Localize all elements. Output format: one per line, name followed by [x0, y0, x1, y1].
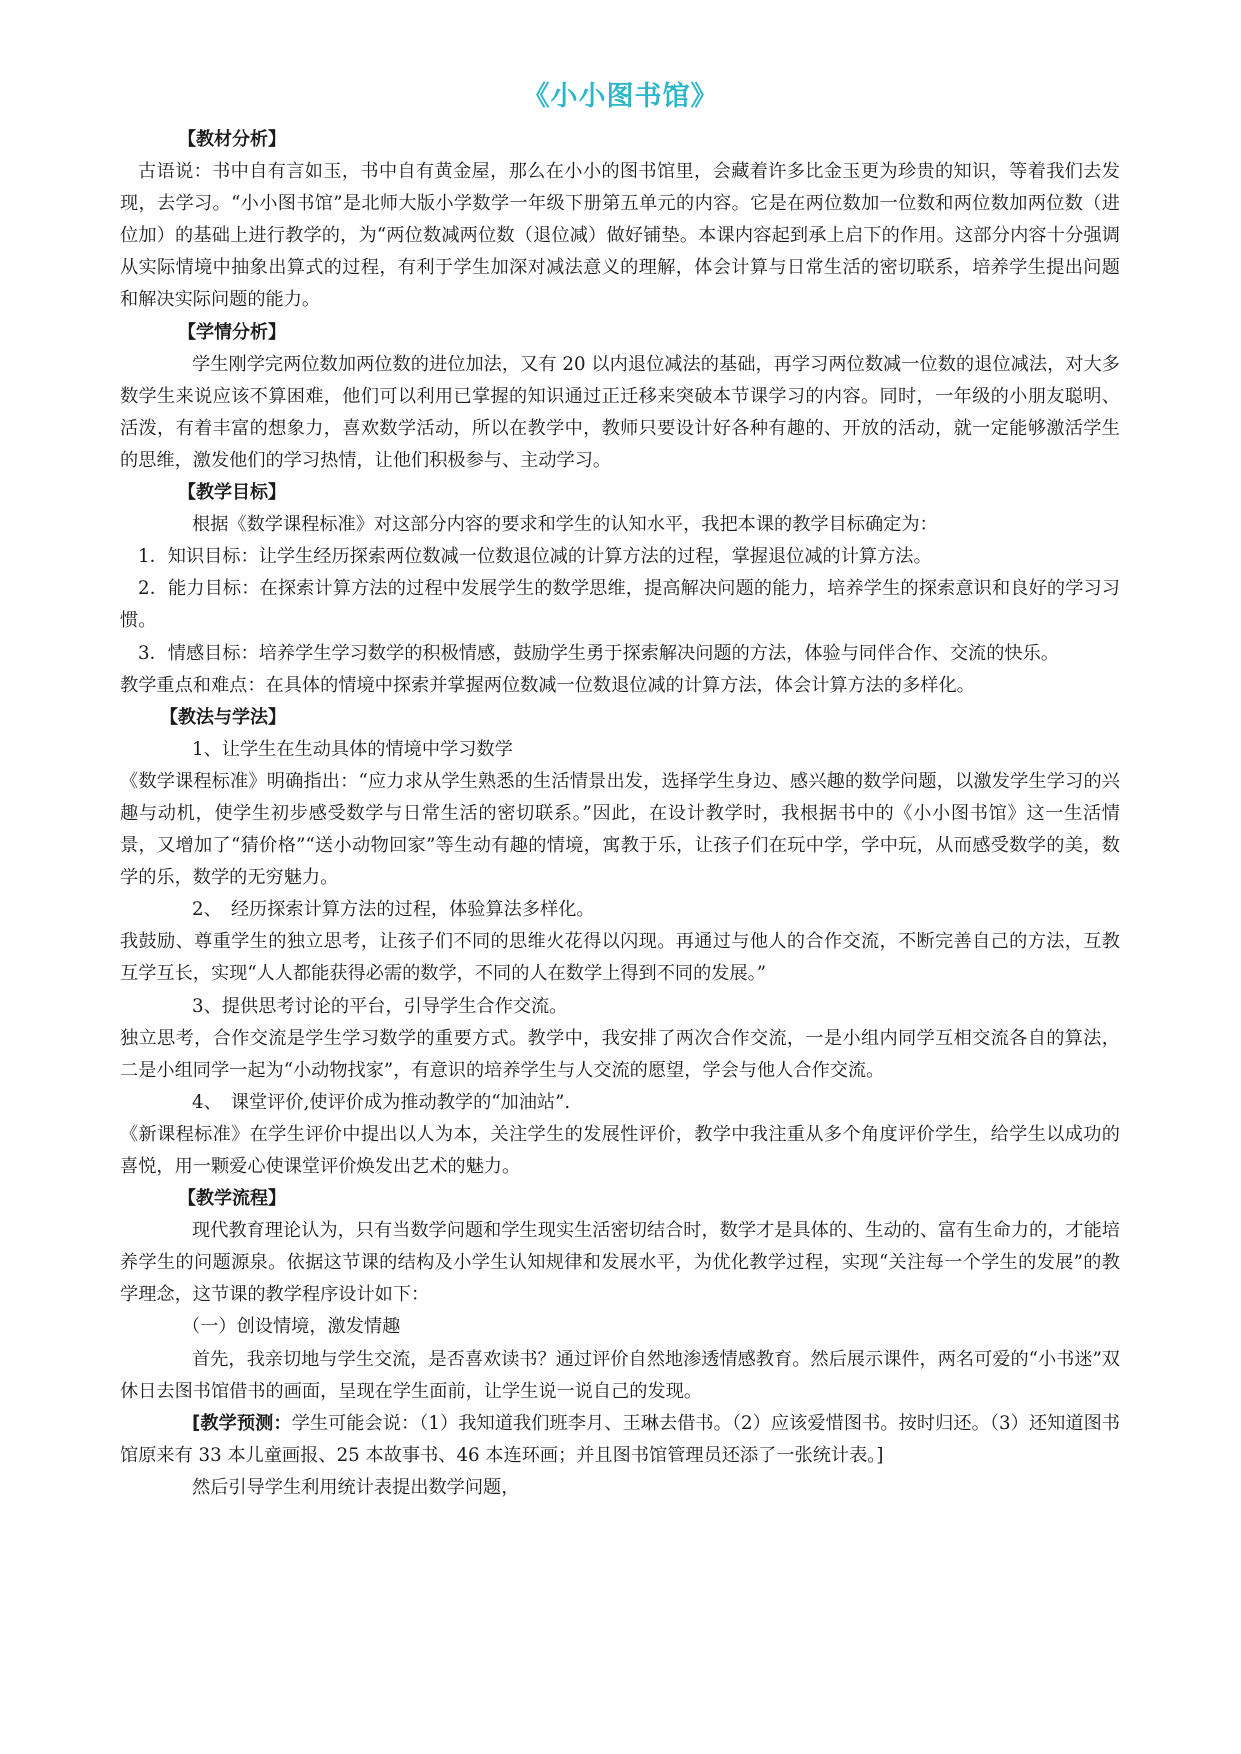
heading-goals: 【教学目标】: [178, 482, 286, 504]
method-title-1: 1、让学生在生动具体的情境中学习数学: [192, 738, 513, 760]
method-title-3: 3、提供思考讨论的平台，引导学生合作交流。: [192, 995, 568, 1017]
method-title-2: 2、 经历探索计算方法的过程，体验算法多样化。: [192, 899, 595, 921]
document-title: 《小小图书馆》: [522, 81, 719, 112]
method-text-4: 《新课程标准》在学生评价中提出以人为本，关注学生的发展性评价，教学中我注重从多个角度评价学生，给学生以成功的喜悦，用一颗爱心使课堂评价焕发出艺术的魅力。: [120, 1123, 1120, 1177]
heading-analysis: 【教材分析】: [178, 129, 286, 150]
prediction-text: 学生可能会说：（1）我知道我们班李月、王琳去借书。（2）应该爱惜图书。按时归还。（3）还知道图书馆原来有 33 本儿童画报、25 本故事书、46 本连环画；并且图书馆管理员还添了一张统计表。]: [120, 1412, 1120, 1466]
paragraph-prediction: [120, 1408, 1120, 1472]
heading-methods: 【教法与学法】: [160, 706, 286, 728]
method-title-4: 4、 课堂评价,使评价成为推动教学的“加油站”.: [192, 1091, 571, 1113]
paragraph-goals-intro: 根据《数学课程标准》对这部分内容的要求和学生的认知水平，我把本课的教学目标确定为：: [192, 514, 938, 536]
goal-item-knowledge: 1．知识目标：让学生经历探索两位数减一位数退位减的计算方法的过程，掌握退位减的计算方法。: [138, 546, 932, 568]
heading-students: 【学情分析】: [178, 321, 286, 343]
document-body: [120, 124, 1120, 1504]
process-step-1: （一）创设情境，激发情趣: [182, 1316, 401, 1338]
method-text-3: 独立思考，合作交流是学生学习数学的重要方式。教学中，我安排了两次合作交流，一是小组内同学互相交流各自的算法，二是小组同学一起为“小动物找家”，有意识的培养学生与人交流的愿望，学会与他人合作交流。: [120, 1027, 1120, 1081]
process-step-1-text: 首先，我亲切地与学生交流，是否喜欢读书？通过评价自然地渗透情感教育。然后展示课件，两名可爱的“小书迷”双休日去图书馆借书的画面，呈现在学生面前，让学生说一说自己的发现。: [120, 1348, 1120, 1402]
method-text-2: 我鼓励、尊重学生的独立思考，让孩子们不同的思维火花得以闪现。再通过与他人的合作交流，不断完善自己的方法，互教互学互长，实现“人人都能获得必需的数学，不同的人在数学上得到不同的发展。”: [120, 931, 1120, 985]
paragraph-students: 学生刚学完两位数加两位数的进位加法，又有 20 以内退位减法的基础，再学习两位数减一位数的退位减法，对大多数学生来说应该不算困难，他们可以利用已掌握的知识通过正迁移来突破本节课学习的内容。同时，一年级的小朋友聪明、活泼，有着丰富的想象力，喜欢数学活动，所以在教学中，教师只要设计好各种有趣的、开放的活动，就一定能够激活学生的思维，激发他们的学习热情，让他们积极参与、主动学习。: [120, 353, 1120, 471]
heading-process: 【教学流程】: [178, 1188, 286, 1210]
goal-item-emotion: 3．情感目标：培养学生学习数学的积极情感，鼓励学生勇于探索解决问题的方法，体验与同伴合作、交流的快乐。: [138, 642, 1059, 664]
paragraph-key-points: 教学重点和难点：在具体的情境中探索并掌握两位数减一位数退位减的计算方法，体会计算方法的多样化。: [120, 674, 975, 696]
prediction-label: [教学预测：: [192, 1412, 292, 1434]
paragraph-last: 然后引导学生利用统计表提出数学问题，: [192, 1476, 520, 1498]
paragraph-analysis: 古语说：书中自有言如玉，书中自有黄金屋，那么在小小的图书馆里，会藏着许多比金玉更为珍贵的知识，等着我们去发现，去学习。“小小图书馆”是北师大版小学数学一年级下册第五单元的内容。它是在两位数加一位数和两位数加两位数（进位加）的基础上进行教学的，为“两位数减两位数（退位减）做好铺垫。本课内容起到承上启下的作用。这部分内容十分强调从实际情境中抽象出算式的过程，有利于学生加深对减法意义的理解，体会计算与日常生活的密切联系，培养学生提出问题和解决实际问题的能力。: [120, 161, 1120, 311]
paragraph-process-intro: 现代教育理论认为，只有当数学问题和学生现实生活密切结合时，数学才是具体的、生动的、富有生命力的，才能培养学生的问题源泉。依据这节课的结构及小学生认知规律和发展水平，为优化教学过程，实现“关注每一个学生的发展”的教学理念，这节课的教学程序设计如下：: [120, 1220, 1120, 1306]
method-text-1: 《数学课程标准》明确指出：“应力求从学生熟悉的生活情景出发，选择学生身边、感兴趣的数学问题，以激发学生学习的兴趣与动机，使学生初步感受数学与日常生活的密切联系。”因此，在设计教学时，我根据书中的《小小图书馆》这一生活情景，又增加了“猜价格”“送小动物回家”等生动有趣的情境，寓教于乐，让孩子们在玩中学，学中玩，从而感受数学的美，数学的乐，数学的无穷魅力。: [120, 770, 1120, 889]
goal-item-ability: 2．能力目标：在探索计算方法的过程中发展学生的数学思维，提高解决问题的能力，培养学生的探索意识和良好的学习习惯。: [120, 578, 1120, 632]
